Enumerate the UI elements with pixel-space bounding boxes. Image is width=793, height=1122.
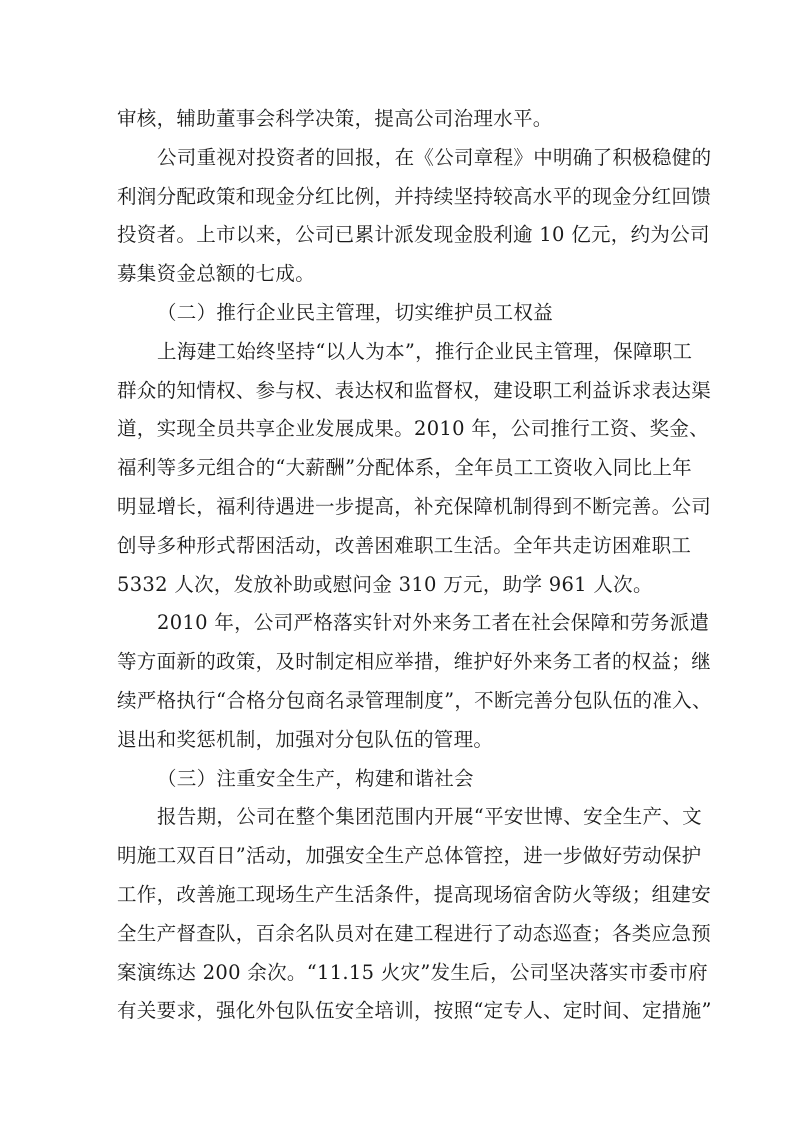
text-line-11: 明显增长，福利待遇进一步提高，补充保障机制得到不断完善。公司	[117, 494, 712, 518]
text-line-12: 创导多种形式帮困活动，改善困难职工生活。全年共走访困难职工	[117, 533, 692, 557]
text-line-4: 投资者。上市以来，公司已累计派发现金股利逾 10 亿元，约为公司	[117, 223, 710, 247]
text-line-16: 续严格执行“合格分包商名录管理制度”，不断完善分包队伍的准入、	[117, 688, 712, 712]
section-heading-2: （二）推行企业民主管理，切实维护员工权益	[157, 300, 554, 324]
text-line-17: 退出和奖惩机制，加强对分包队伍的管理。	[117, 727, 494, 751]
text-line-19: 报告期，公司在整个集团范围内开展“平安世博、安全生产、文	[157, 805, 702, 829]
text-line-10: 福利等多元组合的“大薪酬”分配体系，全年员工工资收入同比上年	[117, 456, 692, 480]
text-line-9: 道，实现全员共享企业发展成果。2010 年，公司推行工资、奖金、	[117, 417, 709, 441]
text-line-13: 5332 人次，发放补助或慰问金 310 万元，助学 961 人次。	[117, 572, 653, 596]
text-line-15: 等方面新的政策，及时制定相应举措，维护好外来务工者的权益；继	[117, 650, 712, 674]
text-line-3: 利润分配政策和现金分红比例，并持续坚持较高水平的现金分红回馈	[117, 184, 712, 208]
text-line-20: 明施工双百日”活动，加强安全生产总体管控，进一步做好劳动保护	[117, 844, 702, 868]
text-line-8: 群众的知情权、参与权、表达权和监督权，建设职工利益诉求表达渠	[117, 378, 712, 402]
text-line-7: 上海建工始终坚持“以人为本”，推行企业民主管理，保障职工	[157, 339, 693, 363]
text-line-24: 有关要求，强化外包队伍安全培训，按照“定专人、定时间、定措施”	[117, 999, 712, 1023]
text-line-21: 工作，改善施工现场生产生活条件，提高现场宿舍防火等级；组建安	[117, 882, 712, 906]
text-line-22: 全生产督查队，百余名队员对在建工程进行了动态巡查；各类应急预	[117, 921, 712, 945]
text-line-1: 审核，辅助董事会科学决策，提高公司治理水平。	[117, 107, 553, 130]
text-line-23: 案演练达 200 余次。“11.15 火灾”发生后，公司坚决落实市委市府	[117, 960, 708, 984]
text-line-2: 公司重视对投资者的回报，在《公司章程》中明确了积极稳健的	[157, 145, 712, 169]
text-line-5: 募集资金总额的七成。	[117, 262, 316, 286]
text-line-14: 2010 年，公司严格落实针对外来务工者在社会保障和劳务派遣	[157, 611, 710, 635]
document-page	[117, 100, 712, 1031]
section-heading-3: （三）注重安全生产，构建和谐社会	[157, 766, 474, 790]
